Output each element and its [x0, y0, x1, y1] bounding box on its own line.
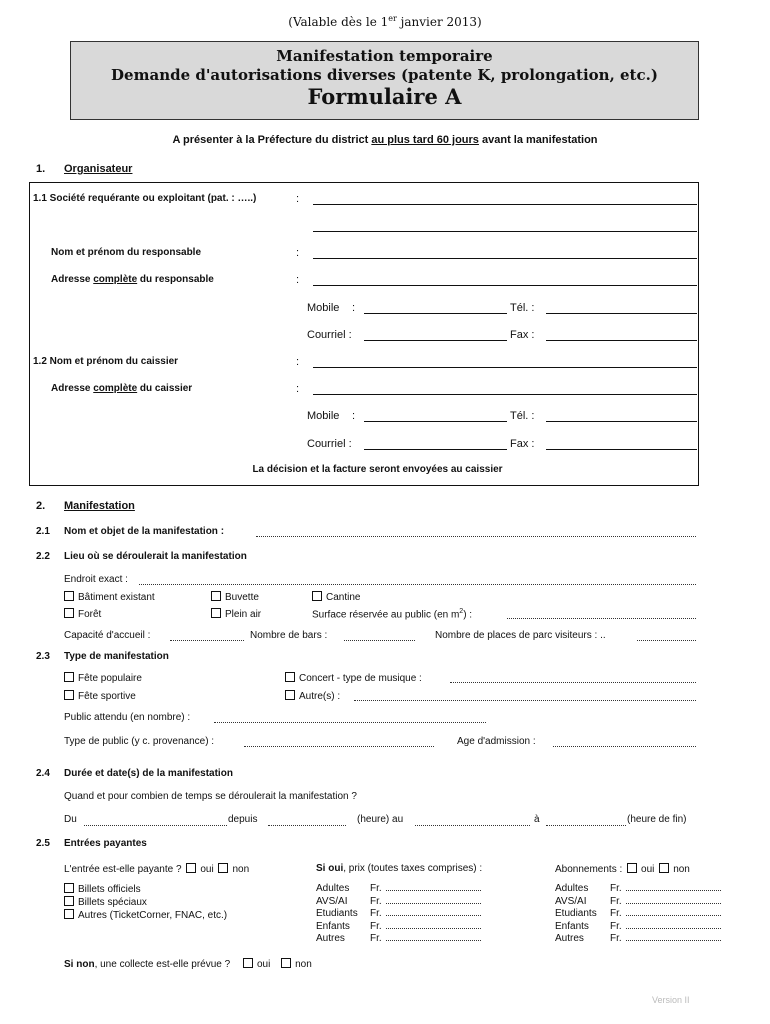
checkbox[interactable] [285, 690, 295, 700]
label-rest: , prix (toutes taxes comprises) : [343, 863, 483, 874]
fr-label: Fr. [610, 895, 622, 907]
subtitle-post: avant la manifestation [478, 134, 598, 146]
price-row[interactable] [610, 933, 721, 946]
option-label: Billets officiels [78, 884, 141, 895]
s21-label: Nom et objet de la manifestation : [64, 526, 225, 537]
heure-fin-label: (heure de fin) [627, 814, 687, 825]
price-row[interactable] [610, 908, 721, 921]
label-part: Surface réservée au public (en m [312, 609, 460, 621]
age-admission-label: Age d'admission : [457, 736, 536, 747]
checkbox[interactable] [211, 608, 221, 618]
label-part-underlined: complète [93, 383, 138, 394]
s21-number: 2.1 [36, 526, 50, 537]
option-label: Buvette [225, 592, 259, 603]
section-1-number: 1. [36, 163, 46, 175]
price-label: Autres [316, 933, 345, 945]
capacite-field[interactable] [170, 640, 244, 641]
price-row[interactable] [370, 896, 481, 909]
price-label: AVS/AI [555, 895, 587, 907]
resp-mobile-field[interactable] [364, 313, 507, 314]
checkbox[interactable] [64, 690, 74, 700]
collecte-non-checkbox[interactable] [281, 958, 291, 968]
depuis-label: depuis [228, 814, 258, 825]
fr-label: Fr. [370, 933, 382, 945]
title-line-2: Demande d'autorisations diverses (patente K, prolongation, etc.) [111, 66, 658, 84]
s23-label: Type de manifestation [64, 651, 169, 662]
non-label: non [295, 959, 312, 970]
price-row[interactable] [610, 896, 721, 909]
abo-oui-checkbox[interactable] [627, 863, 637, 873]
price-fields-left [370, 883, 481, 946]
resp-tel-label: Tél. : [510, 302, 535, 314]
subtitle-pre: A présenter à la Préfecture du district [172, 134, 372, 146]
fr-label: Fr. [370, 920, 382, 932]
label-sup: 2 [459, 608, 464, 615]
payante-question [64, 863, 249, 875]
buvette-option[interactable] [211, 591, 259, 603]
caissier-fax-field[interactable] [546, 449, 697, 450]
price-label: Etudiants [316, 908, 358, 920]
quand-question: Quand et pour combien de temps se déroulerait la manifestation ? [64, 791, 357, 802]
surface-label [312, 608, 472, 620]
price-row[interactable] [610, 883, 721, 896]
autres-option[interactable] [285, 690, 340, 702]
option-label: Autres (TicketCorner, FNAC, etc.) [78, 910, 228, 921]
caissier-name-label: 1.2 Nom et prénom du caissier [33, 356, 179, 367]
collecte-question [64, 958, 312, 970]
autres-field[interactable] [354, 700, 696, 701]
subtitle-deadline: au plus tard 60 jours [371, 134, 479, 146]
fr-label: Fr. [610, 908, 622, 920]
oui-label: oui [641, 864, 655, 875]
label-part: du responsable [137, 274, 214, 285]
date-start-field[interactable] [84, 825, 227, 826]
resp-tel-field[interactable] [546, 313, 697, 314]
plein-air-option[interactable] [211, 608, 261, 620]
fr-label: Fr. [610, 933, 622, 945]
s22-number: 2.2 [36, 551, 50, 562]
capacite-label: Capacité d'accueil : [64, 630, 151, 641]
type-public-field[interactable] [244, 746, 434, 747]
checkbox[interactable] [211, 591, 221, 601]
a-label: à [534, 814, 540, 825]
s24-label: Durée et date(s) de la manifestation [64, 768, 233, 779]
societe-field-1[interactable] [313, 204, 697, 205]
caissier-email-label: Courriel : [307, 438, 352, 450]
nb-places-label: Nombre de places de parc visiteurs : .. [435, 630, 606, 641]
validity-end: janvier 2013) [396, 15, 482, 29]
validity-text: (Valable dès le 1 [288, 15, 389, 29]
fr-label: Fr. [610, 920, 622, 932]
caissier-mobile-label: Mobile [307, 410, 340, 422]
label-part: ) : [463, 609, 473, 621]
abo-non-checkbox[interactable] [659, 863, 669, 873]
caissier-tel-field[interactable] [546, 421, 697, 422]
foret-option[interactable] [64, 608, 101, 620]
price-label: Autres [555, 933, 584, 945]
collecte-oui-checkbox[interactable] [243, 958, 253, 968]
price-row[interactable] [610, 921, 721, 934]
manifestation-name-field[interactable] [256, 536, 696, 537]
fr-label: Fr. [370, 883, 382, 894]
checkbox[interactable] [64, 909, 74, 919]
du-label: Du [64, 814, 77, 825]
checkbox[interactable] [64, 672, 74, 682]
validity-sup: er [388, 14, 397, 23]
resp-name-field[interactable] [313, 258, 697, 259]
price-label: Adultes [555, 883, 589, 894]
colon: : [296, 274, 300, 286]
resp-fax-label: Fax : [510, 329, 535, 341]
caissier-email-field[interactable] [364, 449, 507, 450]
payante-non-checkbox[interactable] [218, 863, 228, 873]
label-rest: , une collecte est-elle prévue ? [94, 959, 231, 970]
batiment-option[interactable] [64, 591, 155, 603]
resp-mobile-label: Mobile [307, 302, 340, 314]
surface-field[interactable] [507, 618, 696, 619]
price-labels-left [316, 883, 358, 946]
colon: : [296, 383, 300, 395]
price-label: Enfants [555, 920, 589, 932]
nb-bars-label: Nombre de bars : [250, 630, 328, 641]
option-label: Forêt [78, 609, 102, 620]
checkbox[interactable] [64, 591, 74, 601]
endroit-field[interactable] [139, 584, 696, 585]
price-row[interactable] [370, 921, 481, 934]
price-label: AVS/AI [316, 895, 348, 907]
label-part-underlined: complète [93, 274, 138, 285]
public-attendu-label: Public attendu (en nombre) : [64, 712, 191, 723]
organisateur-box [29, 182, 699, 486]
colon: : [352, 410, 356, 422]
s22-label: Lieu où se déroulerait la manifestation [64, 551, 247, 562]
billets-officiels-option[interactable] [64, 883, 141, 895]
form-title: Formulaire A [307, 84, 462, 109]
abonnements-question [555, 863, 690, 875]
fr-label: Fr. [370, 908, 382, 920]
checkbox[interactable] [64, 896, 74, 906]
label-bold: Si oui [316, 863, 344, 874]
fr-label: Fr. [610, 883, 622, 894]
option-label: Billets spéciaux [78, 897, 147, 908]
nb-places-field[interactable] [637, 640, 696, 641]
resp-addr-label [51, 274, 214, 285]
option-label: Autre(s) : [299, 691, 341, 702]
caissier-name-field[interactable] [313, 367, 697, 368]
public-attendu-field[interactable] [214, 722, 486, 723]
question-text: L'entrée est-elle payante ? [64, 864, 182, 875]
price-row[interactable] [370, 933, 481, 946]
subtitle [0, 134, 770, 146]
question-text: Abonnements : [555, 864, 623, 875]
price-label: Etudiants [555, 908, 597, 920]
non-label: non [673, 864, 690, 875]
heure-au-label: (heure) au [357, 814, 404, 825]
time-start-field[interactable] [268, 825, 346, 826]
label-part: du caissier [137, 383, 193, 394]
oui-label: oui [200, 864, 214, 875]
price-label: Adultes [316, 883, 350, 894]
resp-name-label: Nom et prénom du responsable [51, 247, 202, 258]
caissier-fax-label: Fax : [510, 438, 535, 450]
resp-addr-field[interactable] [313, 285, 697, 286]
non-label: non [232, 864, 250, 875]
s23-number: 2.3 [36, 651, 50, 662]
colon: : [296, 356, 300, 368]
caissier-addr-label [51, 383, 192, 394]
nb-bars-field[interactable] [344, 640, 415, 641]
payante-oui-checkbox[interactable] [186, 863, 196, 873]
title-box [70, 41, 699, 120]
time-end-field[interactable] [546, 825, 626, 826]
price-label: Enfants [316, 920, 350, 932]
fete-populaire-option[interactable] [64, 672, 142, 684]
s25-number: 2.5 [36, 838, 50, 849]
option-label: Bâtiment existant [78, 592, 155, 603]
section-1-title: Organisateur [64, 163, 133, 175]
price-row[interactable] [370, 883, 481, 896]
price-row[interactable] [370, 908, 481, 921]
fete-sportive-option[interactable] [64, 690, 136, 702]
checkbox[interactable] [285, 672, 295, 682]
concert-field[interactable] [450, 682, 696, 683]
option-label: Concert - type de musique : [299, 673, 422, 684]
s25-label: Entrées payantes [64, 838, 147, 849]
title-line-1: Manifestation temporaire [276, 47, 493, 65]
label-bold: Si non [64, 959, 95, 970]
resp-fax-field[interactable] [546, 340, 697, 341]
colon: : [352, 302, 356, 314]
option-label: Fête populaire [78, 673, 142, 684]
type-public-label: Type de public (y c. provenance) : [64, 736, 215, 747]
option-label: Cantine [326, 592, 361, 603]
fr-label: Fr. [370, 895, 382, 907]
caissier-tel-label: Tél. : [510, 410, 535, 422]
caissier-addr-field[interactable] [313, 394, 697, 395]
section-2-title: Manifestation [64, 500, 135, 512]
resp-email-label: Courriel : [307, 329, 352, 341]
option-label: Fête sportive [78, 691, 136, 702]
section-2-number: 2. [36, 500, 46, 512]
label-part: Adresse [51, 274, 94, 285]
endroit-label: Endroit exact : [64, 574, 128, 585]
si-oui-label [316, 863, 482, 874]
label-part: Adresse [51, 383, 94, 394]
checkbox[interactable] [64, 608, 74, 618]
caissier-note: La décision et la facture seront envoyées au caissier [252, 464, 503, 475]
option-label: Plein air [225, 609, 262, 620]
societe-field-2[interactable] [313, 231, 697, 232]
colon: : [296, 247, 300, 259]
validity-note [0, 14, 770, 29]
price-labels-right [555, 883, 597, 946]
date-end-field[interactable] [415, 825, 530, 826]
resp-email-field[interactable] [364, 340, 507, 341]
age-admission-field[interactable] [553, 746, 696, 747]
concert-option[interactable] [285, 672, 422, 684]
billets-speciaux-option[interactable] [64, 896, 147, 908]
colon: : [296, 193, 300, 205]
price-fields-right [610, 883, 721, 946]
s24-number: 2.4 [36, 768, 50, 779]
autres-billets-option[interactable] [64, 909, 227, 921]
version-label: Version II [652, 995, 690, 1005]
caissier-mobile-field[interactable] [364, 421, 507, 422]
cantine-option[interactable] [312, 591, 360, 603]
societe-label: 1.1 Société requérante ou exploitant (pat. : …..) [33, 193, 257, 204]
checkbox[interactable] [312, 591, 322, 601]
checkbox[interactable] [64, 883, 74, 893]
oui-label: oui [256, 959, 271, 970]
